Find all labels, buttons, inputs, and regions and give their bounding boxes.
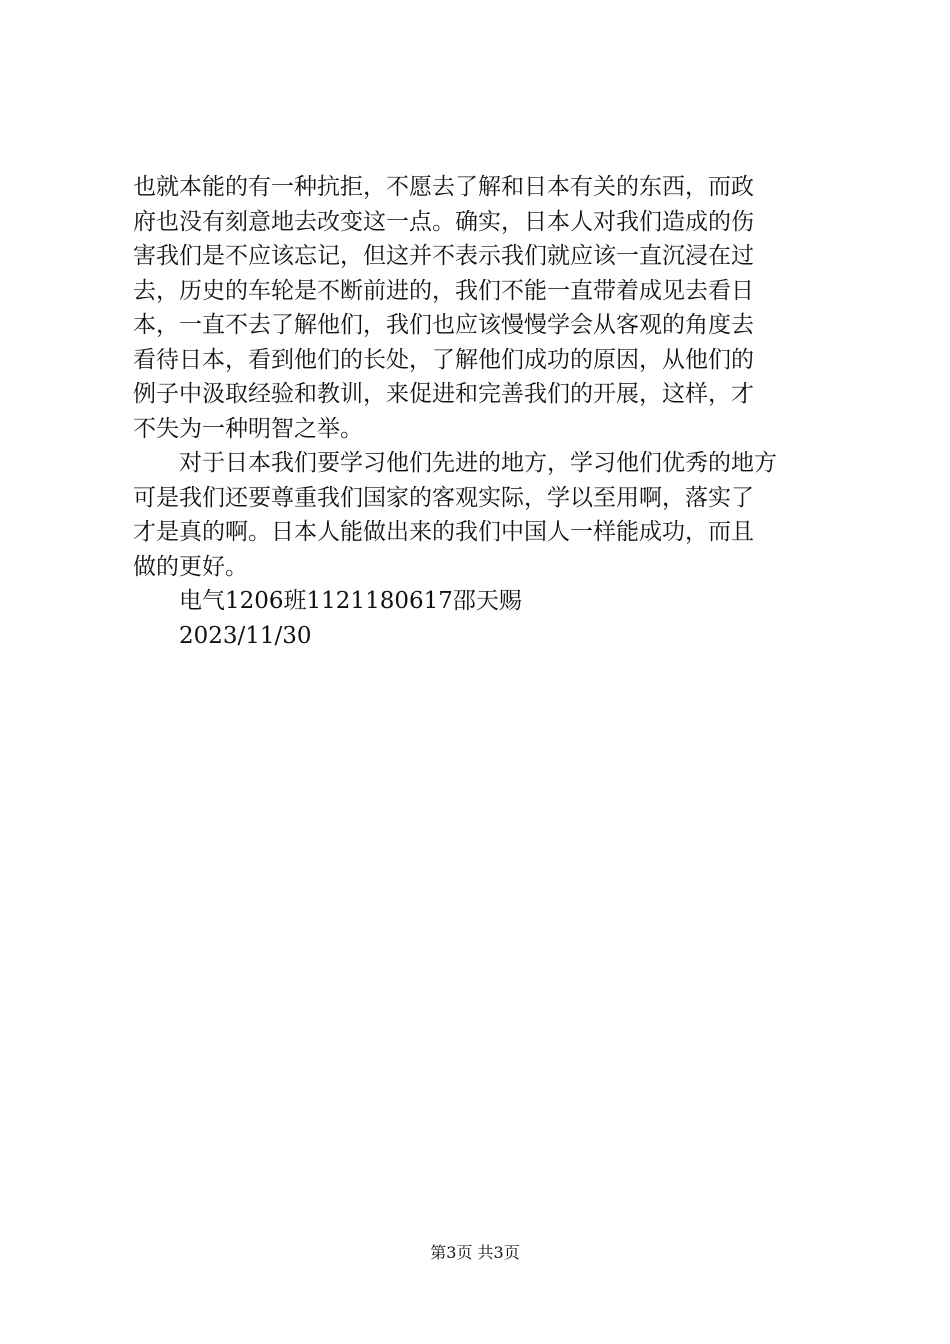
paragraph-2 [133, 446, 833, 584]
paragraph-1 [133, 170, 833, 446]
paragraph-line: 可是我们还要尊重我们国家的客观实际，学以至用啊，落实了 [133, 484, 754, 511]
paragraph-line: 府也没有刻意地去改变这一点。确实，日本人对我们造成的伤 [133, 208, 754, 235]
document-date: 2023/11/30 [179, 622, 312, 649]
document-body [133, 170, 833, 653]
paragraph-line: 害我们是不应该忘记，但这并不表示我们就应该一直沉浸在过 [133, 243, 754, 269]
paragraph-line: 去，历史的车轮是不断前进的，我们不能一直带着成见去看日 [133, 277, 754, 304]
page-number-footer: 第3页 共3页 [430, 1243, 520, 1262]
paragraph-line: 对于日本我们要学习他们先进的地方，学习他们优秀的地方 [179, 450, 777, 476]
paragraph-line: 也就本能的有一种抗拒，不愿去了解和日本有关的东西，而政 [133, 174, 754, 200]
author-signature: 电气1206班1121180617邵天赐 [179, 588, 522, 614]
paragraph-line: 才是真的啊。日本人能做出来的我们中国人一样能成功，而且 [133, 519, 754, 545]
paragraph-line: 本，一直不去了解他们，我们也应该慢慢学会从客观的角度去 [133, 312, 754, 338]
paragraph-line: 做的更好。 [133, 553, 248, 580]
paragraph-line: 不失为一种明智之举。 [133, 415, 363, 442]
paragraph-line: 例子中汲取经验和教训，来促进和完善我们的开展，这样，才 [133, 381, 754, 407]
paragraph-line: 看待日本，看到他们的长处，了解他们成功的原因，从他们的 [133, 346, 754, 373]
